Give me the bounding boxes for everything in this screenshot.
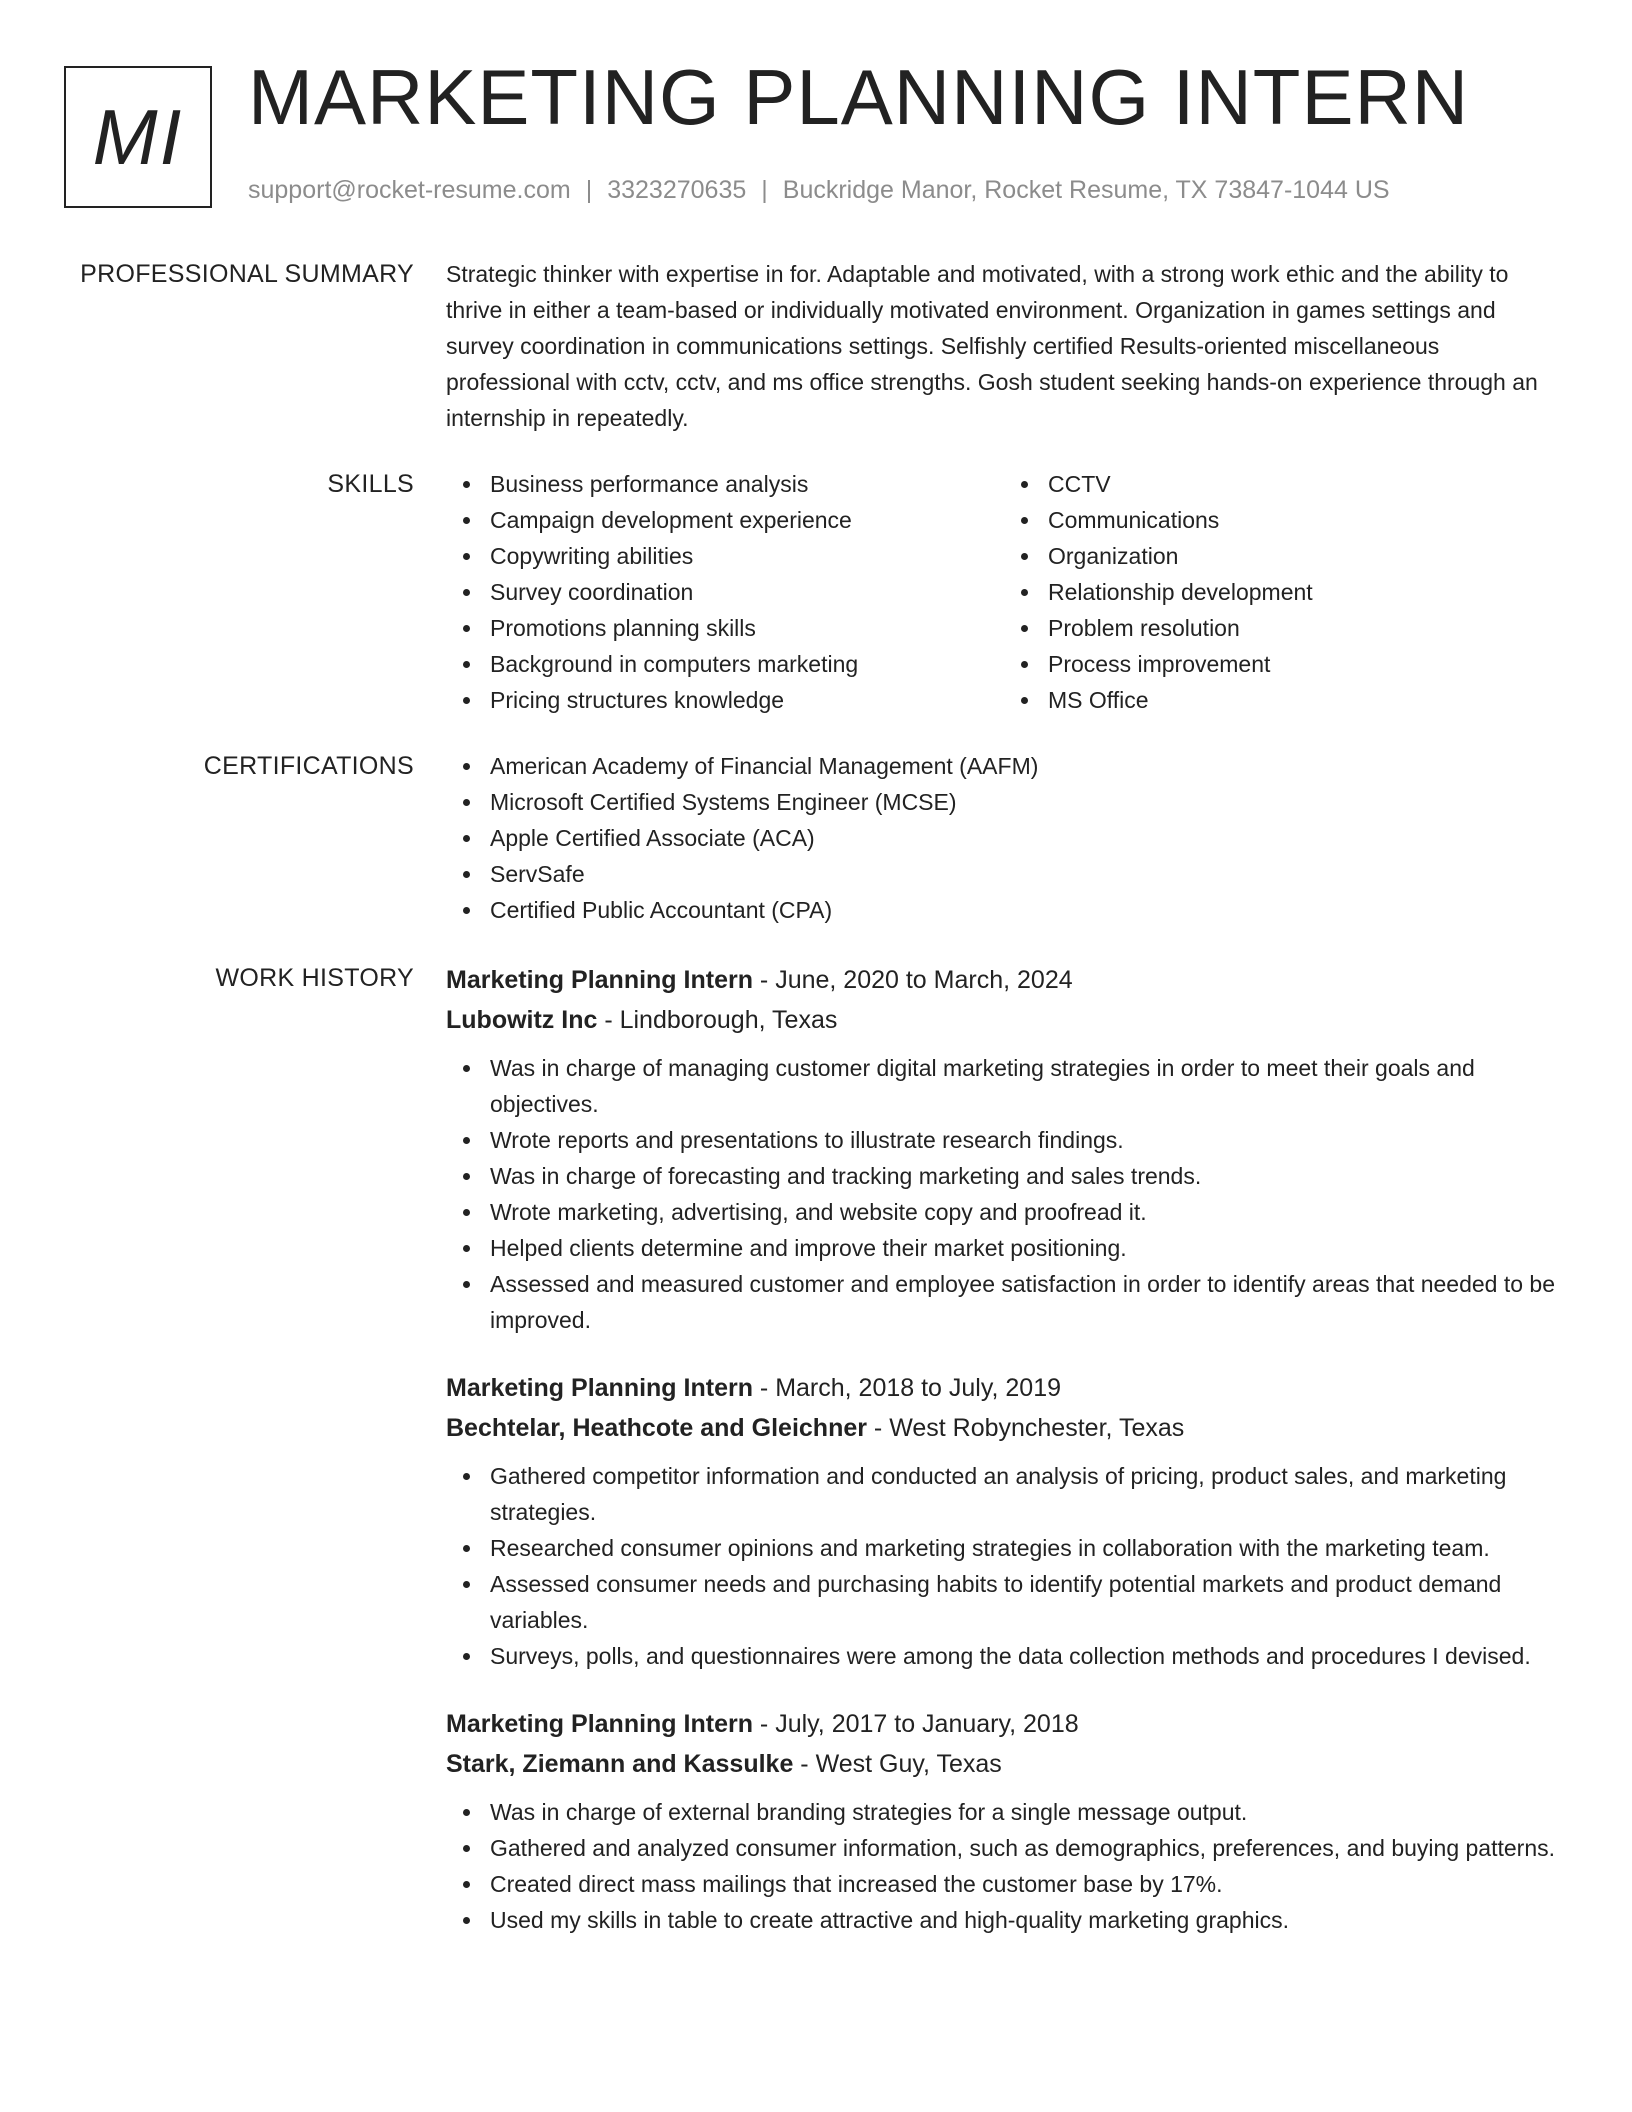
job-bullets bbox=[446, 1458, 1562, 1674]
section-title: PROFESSIONAL SUMMARY bbox=[80, 260, 414, 288]
job-company: Stark, Ziemann and Kassulke bbox=[446, 1750, 794, 1778]
job-company: Lubowitz Inc bbox=[446, 1006, 598, 1034]
job-company-line bbox=[446, 1000, 1562, 1040]
list-item: Gathered and analyzed consumer information, such as demographics, preferences, and buying patterns. bbox=[490, 1830, 1562, 1866]
job-location: - West Guy, Texas bbox=[793, 1750, 1002, 1778]
job-location: - Lindborough, Texas bbox=[597, 1006, 838, 1034]
list-item: Relationship development bbox=[1048, 574, 1562, 610]
contact-address: Buckridge Manor, Rocket Resume, TX 73847-1044 US bbox=[782, 176, 1390, 204]
job-entry bbox=[446, 960, 1562, 1338]
contact-line bbox=[248, 175, 1390, 205]
job-entry bbox=[446, 1368, 1562, 1674]
section-title: CERTIFICATIONS bbox=[203, 752, 414, 780]
list-item: Problem resolution bbox=[1048, 610, 1562, 646]
contact-email[interactable]: support@rocket-resume.com bbox=[248, 176, 571, 204]
contact-phone[interactable]: 3323270635 bbox=[607, 176, 747, 204]
job-location: - West Robynchester, Texas bbox=[866, 1414, 1185, 1442]
list-item: Background in computers marketing bbox=[490, 646, 1004, 682]
skills-columns bbox=[446, 466, 1562, 718]
certifications-list bbox=[446, 748, 1562, 928]
list-item: Business performance analysis bbox=[490, 466, 1004, 502]
list-item: ServSafe bbox=[490, 856, 1562, 892]
resume-name: MARKETING PLANNING INTERN bbox=[248, 53, 1470, 141]
list-item: Surveys, polls, and questionnaires were among the data collection methods and procedures I devised. bbox=[490, 1638, 1562, 1674]
list-item: Survey coordination bbox=[490, 574, 1004, 610]
job-title-line bbox=[446, 1368, 1562, 1408]
job-role: Marketing Planning Intern bbox=[446, 1710, 753, 1738]
list-item: Pricing structures knowledge bbox=[490, 682, 1004, 718]
list-item: Was in charge of forecasting and tracking marketing and sales trends. bbox=[490, 1158, 1562, 1194]
job-title-line bbox=[446, 960, 1562, 1000]
certifications-body bbox=[446, 748, 1562, 928]
job-dates: - July, 2017 to January, 2018 bbox=[752, 1710, 1079, 1738]
job-role: Marketing Planning Intern bbox=[446, 1374, 753, 1402]
list-item: Gathered competitor information and conducted an analysis of pricing, product sales, and marketing strategies. bbox=[490, 1458, 1562, 1530]
list-item: Helped clients determine and improve their market positioning. bbox=[490, 1230, 1562, 1266]
monogram-initials: MI bbox=[92, 93, 184, 181]
list-item: Assessed and measured customer and employee satisfaction in order to identify areas that needed to be improved. bbox=[490, 1266, 1562, 1338]
list-item: Assessed consumer needs and purchasing habits to identify potential markets and product demand variables. bbox=[490, 1566, 1562, 1638]
job-bullets bbox=[446, 1050, 1562, 1338]
list-item: Apple Certified Associate (ACA) bbox=[490, 820, 1562, 856]
section-title: WORK HISTORY bbox=[215, 964, 414, 992]
list-item: Used my skills in table to create attractive and high-quality marketing graphics. bbox=[490, 1902, 1562, 1938]
job-title-line bbox=[446, 1704, 1562, 1744]
skills-list-left bbox=[446, 466, 1004, 718]
job-role: Marketing Planning Intern bbox=[446, 966, 753, 994]
monogram-box bbox=[64, 66, 212, 208]
job-dates: - March, 2018 to July, 2019 bbox=[752, 1374, 1062, 1402]
job-entry bbox=[446, 1704, 1562, 1938]
list-item: Researched consumer opinions and marketing strategies in collaboration with the marketing team. bbox=[490, 1530, 1562, 1566]
contact-separator: | bbox=[585, 176, 593, 204]
list-item: Microsoft Certified Systems Engineer (MCSE) bbox=[490, 784, 1562, 820]
list-item: Wrote reports and presentations to illustrate research findings. bbox=[490, 1122, 1562, 1158]
list-item: CCTV bbox=[1048, 466, 1562, 502]
list-item: Campaign development experience bbox=[490, 502, 1004, 538]
list-item: Communications bbox=[1048, 502, 1562, 538]
list-item: Was in charge of external branding strategies for a single message output. bbox=[490, 1794, 1562, 1830]
job-company-line bbox=[446, 1408, 1562, 1448]
list-item: Copywriting abilities bbox=[490, 538, 1004, 574]
summary-text: Strategic thinker with expertise in for. Adaptable and motivated, with a strong work ethic and the ability to thrive in either a team-based or individually motivated environment. Organization in games settings and survey coordination in communications settings. Selfishly certified Results-oriented miscellaneous professional with cctv, cctv, and ms office strengths. Gosh student seeking hands-on experience through an internship in repeatedly. bbox=[446, 261, 1538, 431]
section-title: SKILLS bbox=[327, 470, 414, 498]
list-item: MS Office bbox=[1048, 682, 1562, 718]
list-item: Certified Public Accountant (CPA) bbox=[490, 892, 1562, 928]
work-history-body bbox=[446, 960, 1562, 1968]
list-item: Wrote marketing, advertising, and website copy and proofread it. bbox=[490, 1194, 1562, 1230]
list-item: American Academy of Financial Management (AAFM) bbox=[490, 748, 1562, 784]
list-item: Organization bbox=[1048, 538, 1562, 574]
list-item: Process improvement bbox=[1048, 646, 1562, 682]
list-item: Promotions planning skills bbox=[490, 610, 1004, 646]
contact-separator: | bbox=[761, 176, 768, 204]
job-dates: - June, 2020 to March, 2024 bbox=[752, 966, 1073, 994]
skills-list-right bbox=[1004, 466, 1562, 718]
list-item: Was in charge of managing customer digital marketing strategies in order to meet their goals and objectives. bbox=[490, 1050, 1562, 1122]
job-company: Bechtelar, Heathcote and Gleichner bbox=[446, 1414, 867, 1442]
job-company-line bbox=[446, 1744, 1562, 1784]
job-bullets bbox=[446, 1794, 1562, 1938]
list-item: Created direct mass mailings that increased the customer base by 17%. bbox=[490, 1866, 1562, 1902]
